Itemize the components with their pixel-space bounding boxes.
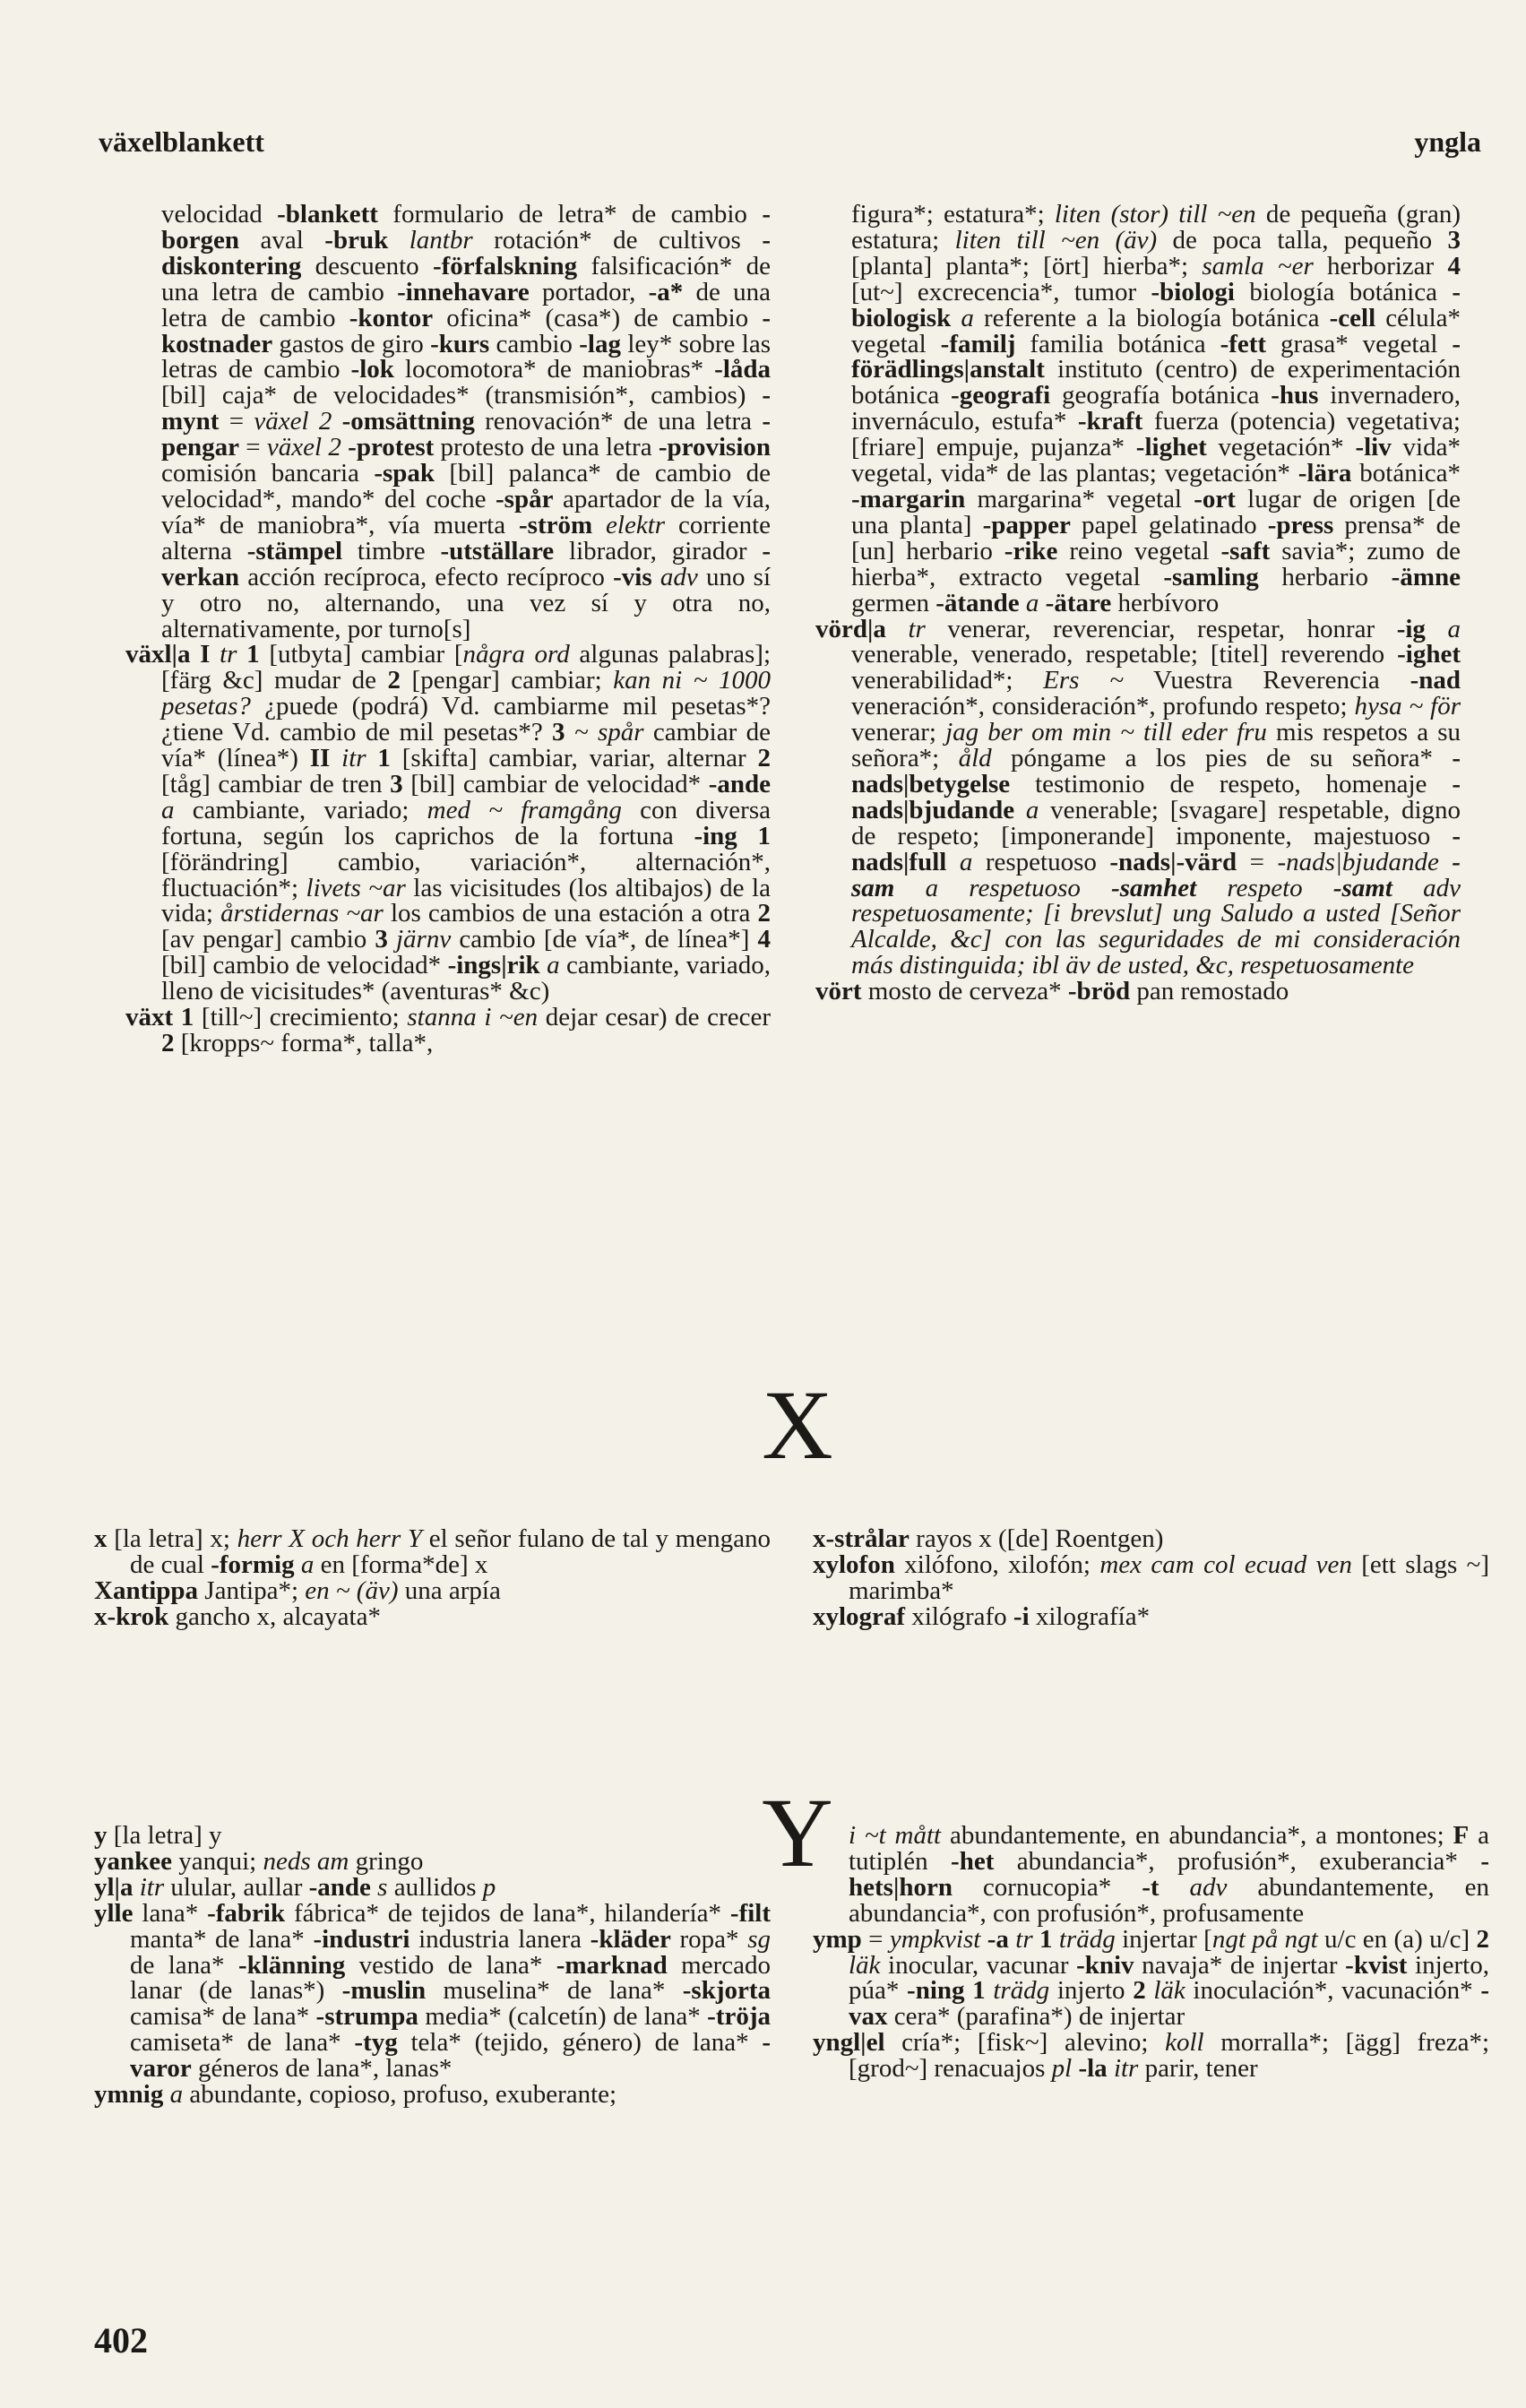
dictionary-entry: vört mosto de cerveza* -bröd pan remostado — [815, 977, 1289, 1006]
dictionary-entry: x-krok gancho x, alcayata* — [94, 1601, 381, 1631]
dictionary-entry: växl|a I tr 1 [utbyta] cambiar [några ord algunas palabras]; [färg &c] mudar de 2 [pengar] cambiar; kan ni ~ 1000 pesetas? ¿puede (podrá) Vd. cambiarme mil pesetas*? ¿tiene Vd. cambio de mil pesetas*? 3 ~ spår cambiar de vía* (línea*) II itr 1 [skifta] cambiar, variar, alternar 2 [tåg] cambiar de tren 3 [bil] cambiar de velocidad* -ande a cambiante, variado; med ~ framgång con diversa fortuna, según los caprichos de la fortuna -ing 1 [förändring] cambio, variación*, alternación*, fluctuación*; livets ~ar las vicisitudes (los altibajos) de la vida; årstidernas ~ar los cambios de una estación a otra 2 [av pengar] cambio 3 järnv cambio [de vía*, de línea*] 4 [bil] cambio de velocidad* -ings|rik a cambiante, variado, lleno de vicisitudes* (aventuras* &c) — [125, 640, 772, 1006]
running-head-right: yngla — [1414, 125, 1481, 158]
dictionary-entry: ylle lana* -fabrik fábrica* de tejidos de lana*, hilandería* -filt manta* de lana* -industri industria lanera -kläder ropa* sg de lana* -klänning vestido de lana* -marknad mercado lanar (de lanas*) -muslin muselina* de lana* -skjorta camisa* de lana* -strumpa media* (calcetín) de lana* -tröja camiseta* de lana* -tyg tela* (tejido, género) de lana* -varor géneros de lana*, lanas* — [94, 1898, 772, 2084]
section-letter-x: X — [762, 1370, 833, 1480]
running-head-left: växelblankett — [99, 125, 264, 158]
dictionary-entry: xylograf xilógrafo -i xilografía* — [813, 1601, 1151, 1631]
dictionary-entry: x-strålar rayos x ([de] Roentgen) — [813, 1524, 1164, 1553]
column-w-right — [815, 202, 1461, 1005]
dictionary-entry: växt 1 [till~] crecimiento; stanna i ~en dejar cesar) de crecer 2 [kropps~ forma*, talla*, — [125, 1003, 771, 1057]
dictionary-entry: y [la letra] y — [94, 1821, 222, 1850]
dictionary-entry: vörd|a tr venerar, reverenciar, respetar, honrar -ig a venerable, venerado, respetable; [titel] reverendo -ighet venerabilidad*; Ers ~ Vuestra Reverencia -nad veneración*, consideración*, profundo respeto; hysa ~ för venerar; jag ber om min ~ till eder fru mis respetos a su señora*; åld póngame a los pies de su señora* -nads|betygelse testimonio de respeto, homenaje -nads|bjudande a venerable; [svagare] respetable, digno de respeto; [imponerande] imponente, majestuoso -nads|full a respetuoso -nads|-värd = -nads|bjudande -sam a respetuoso -samhet respeto -samt adv respetuosamente; [i brevslut] ung Saludo a usted [Señor Alcalde, &c] con las seguridades de mi consideración más distinguida; ibl äv de usted, &c, respetuosamente — [815, 614, 1461, 980]
dictionary-entry: i ~t mått abundantemente, en abundancia*, a montones; F a tutiplén -het abundancia*, profusión*, exuberancia* -hets|horn cornucopia* -t adv abundantemente, en abundancia*, con profusión*, profusamente — [849, 1821, 1489, 1928]
column-w-left — [125, 202, 771, 1057]
column-x-right — [813, 1526, 1489, 1630]
dictionary-entry: ymnig a abundante, copioso, profuso, exuberante; — [94, 2080, 617, 2110]
dictionary-entry: Xantippa Jantipa*; en ~ (äv) una arpía — [94, 1575, 501, 1605]
dictionary-entry: figura*; estatura*; liten (stor) till ~en de pequeña (gran) estatura; liten till ~en (äv) de poca talla, pequeño 3 [planta] planta*; [ört] hierba*; samla ~er herborizar 4 [ut~] excrecencia*, tumor -biologi biología botánica -biologisk a referente a la biología botánica -cell célula* vegetal -familj familia botánica -fett grasa* vegetal -förädlings|anstalt instituto (centro) de experimentación botánica -geografi geografía botánica -hus invernadero, invernáculo, estufa* -kraft fuerza (potencia) vegetativa; [friare] empuje, pujanza* -lighet vegetación* -liv vida* vegetal, vida* de las plantas; vegetación* -lära botánica* -margarin margarina* vegetal -ort lugar de origen [de una planta] -papper papel gelatinado -press prensa* de [un] herbario -rike reino vegetal -saft savia*; zumo de hierba*, extracto vegetal -samling herbario -ämne germen -ätande a -ätare herbívoro — [851, 200, 1461, 617]
column-y-right — [813, 1823, 1489, 2082]
section-letter-y: Y — [762, 1778, 833, 1887]
dictionary-entry: yankee yanqui; neds am gringo — [94, 1846, 424, 1876]
dictionary-entry: xylofon xilófono, xilofón; mex cam col ecuad ven [ett slags ~] marimba* — [813, 1549, 1489, 1605]
dictionary-entry: ymp = ympkvist -a tr 1 trädg injertar [ngt på ngt u/c en (a) u/c] 2 läk inocular, vacunar -kniv navaja* de injertar -kvist injerto, púa* -ning 1 trädg injerto 2 läk inoculación*, vacunación* -vax cera* (parafina*) de injertar — [813, 1924, 1490, 2032]
dictionary-entry: x [la letra] x; herr X och herr Y el señor fulano de tal y mengano de cual -formig a en [forma*de] x — [94, 1524, 771, 1579]
column-x-left — [94, 1526, 771, 1630]
page-number: 402 — [94, 2320, 148, 2361]
dictionary-entry: yngl|el cría*; [fisk~] alevino; koll morralla*; [ägg] freza*; [grod~] renacuajos pl -la itr parir, tener — [813, 2028, 1489, 2084]
column-y-left — [94, 1823, 771, 2108]
dictionary-entry: velocidad -blankett formulario de letra* de cambio -borgen aval -bruk lantbr rotación* de cultivos -diskontering descuento -förfalskning falsificación* de una letra de cambio -innehavare portador, -a* de una letra de cambio -kontor oficina* (casa*) de cambio -kostnader gastos de giro -kurs cambio -lag ley* sobre las letras de cambio -lok locomotora* de maniobras* -låda [bil] caja* de velocidades* (transmisión*, cambios) -mynt = växel 2 -omsättning renovación* de una letra -pengar = växel 2 -protest protesto de una letra -provision comisión bancaria -spak [bil] palanca* de cambio de velocidad*, mando* del coche -spår apartador de la vía, vía* de maniobra*, vía muerta -ström elektr corriente alterna -stämpel timbre -utställare librador, girador -verkan acción recíproca, efecto recíproco -vis adv uno sí y otro no, alternando, una vez sí y otra no, alternativamente, por turno[s] — [161, 200, 772, 643]
dictionary-entry: yl|a itr ulular, aullar -ande s aullidos p — [94, 1872, 496, 1902]
